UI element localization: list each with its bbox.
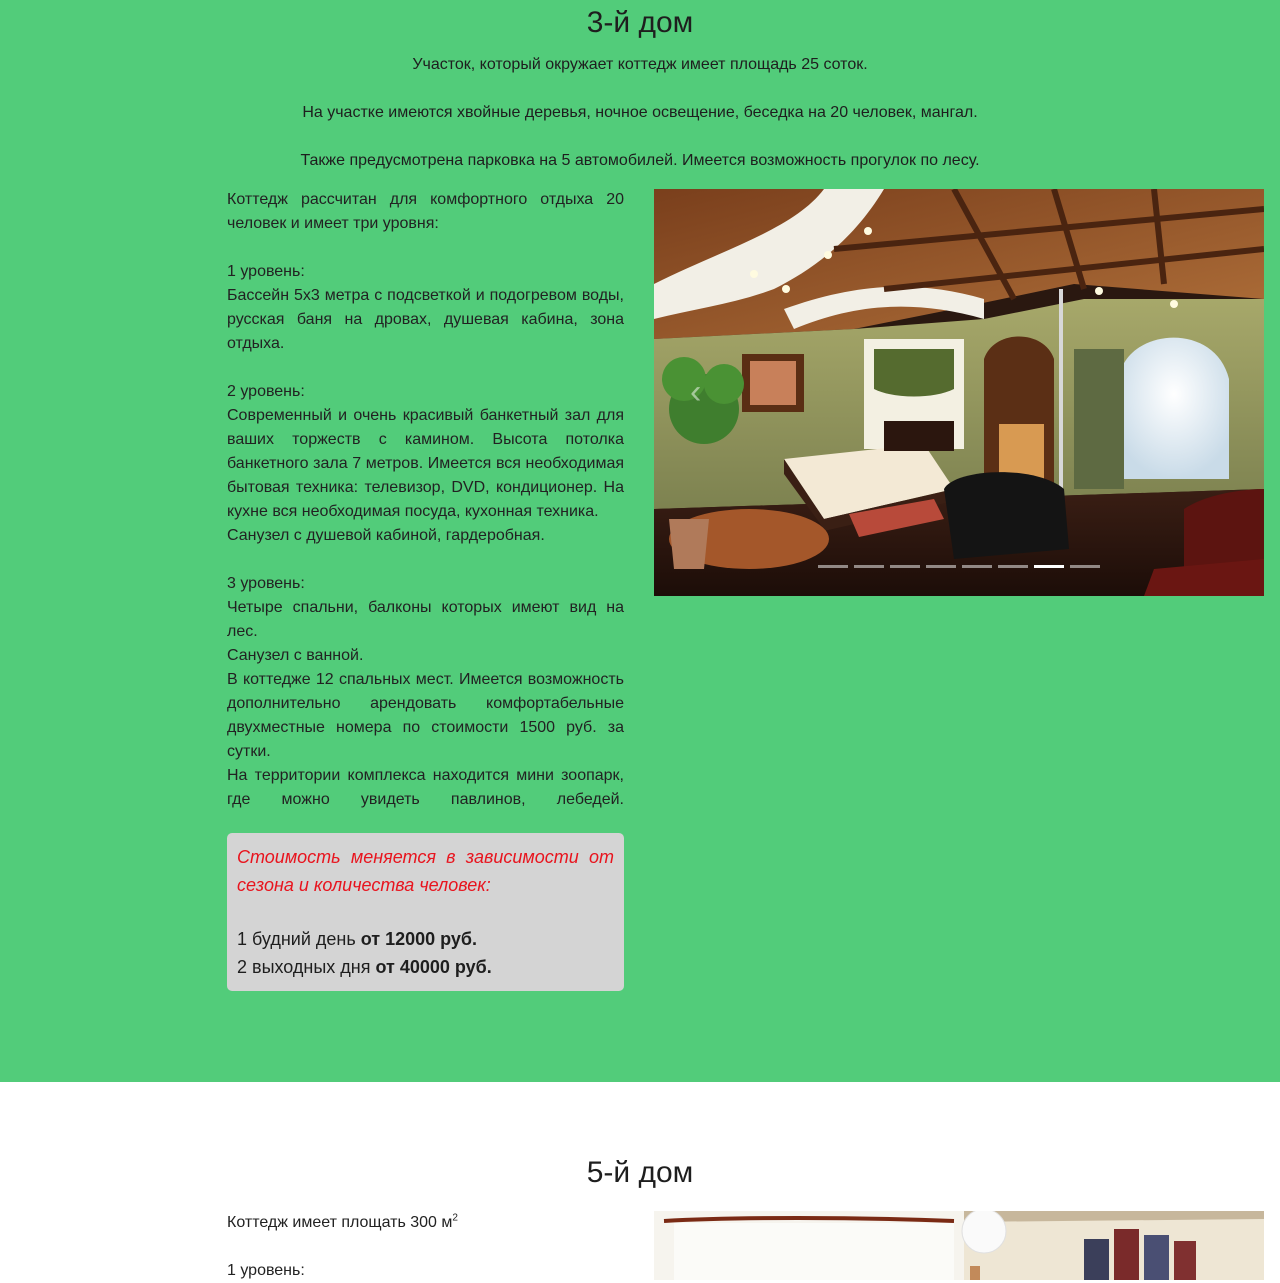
house3-intro-parking: Также предусмотрена парковка на 5 автомобилей. Имеется возможность прогулок по лесу.	[300, 152, 980, 169]
house5-area	[227, 1211, 624, 1235]
carousel-indicator-active[interactable]	[1034, 565, 1064, 568]
house5-level1-title: 1 уровень:	[227, 1262, 305, 1279]
carousel-indicator[interactable]	[854, 565, 884, 568]
carousel-indicator[interactable]	[1070, 565, 1100, 568]
house5-title: 5-й дом	[586, 1156, 694, 1189]
price-weekend	[237, 954, 614, 982]
price-note: Стоимость меняется в зависимости от сезона и количества человек:	[237, 847, 614, 895]
carousel-indicators	[818, 565, 1100, 568]
spacer	[227, 548, 624, 572]
description-capacity: Коттедж рассчитан для комфортного отдыха 20 человек и имеет три уровня:	[227, 191, 624, 232]
level1-title: 1 уровень:	[227, 263, 305, 280]
house3-intro-amenities: На участке имеются хвойные деревья, ночное освещение, беседка на 20 человек, мангал.	[302, 104, 978, 121]
bedroom-photo	[654, 189, 1264, 596]
carousel-indicator[interactable]	[926, 565, 956, 568]
spacer	[227, 236, 624, 260]
house3-title: 3-й дом	[586, 6, 694, 39]
level3-title: 3 уровень:	[227, 575, 305, 592]
carousel-prev-icon[interactable]: ‹	[690, 373, 702, 411]
spacer	[237, 899, 614, 926]
carousel-indicator[interactable]	[890, 565, 920, 568]
carousel-indicator[interactable]	[962, 565, 992, 568]
price-weekend-value: от 40000 руб.	[375, 956, 492, 977]
level2-text-bathroom: Санузел с душевой кабиной, гардеробная.	[227, 527, 545, 544]
house5-area-sup: 2	[452, 1212, 458, 1224]
house3-photo-carousel[interactable]	[654, 189, 1264, 596]
house5-description	[227, 1211, 624, 1283]
house3-description	[227, 188, 624, 812]
house5-area-text: Коттедж имеет площать 300 м	[227, 1214, 453, 1231]
level3-text-bathroom: Санузел с ванной.	[227, 647, 364, 664]
house5-room-photo	[654, 1211, 1264, 1280]
house5-photo-carousel[interactable]	[654, 1211, 1264, 1280]
house3-intro-area: Участок, который окружает коттедж имеет площадь 25 соток.	[412, 56, 868, 73]
carousel-indicator[interactable]	[818, 565, 848, 568]
spacer	[227, 1235, 624, 1259]
carousel-indicator[interactable]	[998, 565, 1028, 568]
beds-text: В коттедже 12 спальных мест. Имеется возможность дополнительно арендовать комфортабельные двухместные номера по стоимости 1500 руб. за сутки.	[227, 671, 624, 760]
price-weekday	[237, 926, 614, 954]
price-box	[227, 833, 624, 991]
level2-title: 2 уровень:	[227, 383, 305, 400]
level1-text: Бассейн 5х3 метра с подсветкой и подогревом воды, русская баня на дровах, душевая кабина, зона отдыха.	[227, 287, 624, 352]
price-weekday-label: 1 будний день	[237, 929, 361, 949]
level2-text: Современный и очень красивый банкетный зал для ваших торжеств с камином. Высота потолка банкетного зала 7 метров. Имеется вся необходимая бытовая техника: телевизор, DVD, кондиционер. На кухне вся необходимая посуда, кухонная техника.	[227, 407, 624, 520]
zoo-text: На территории комплекса находится мини зоопарк, где можно увидеть павлинов, лебедей.	[227, 767, 624, 808]
spacer	[227, 356, 624, 380]
price-weekend-label: 2 выходных дня	[237, 956, 376, 977]
level3-text: Четыре спальни, балконы которых имеют вид на лес.	[227, 599, 624, 640]
price-weekday-value: от 12000 руб.	[360, 929, 478, 949]
